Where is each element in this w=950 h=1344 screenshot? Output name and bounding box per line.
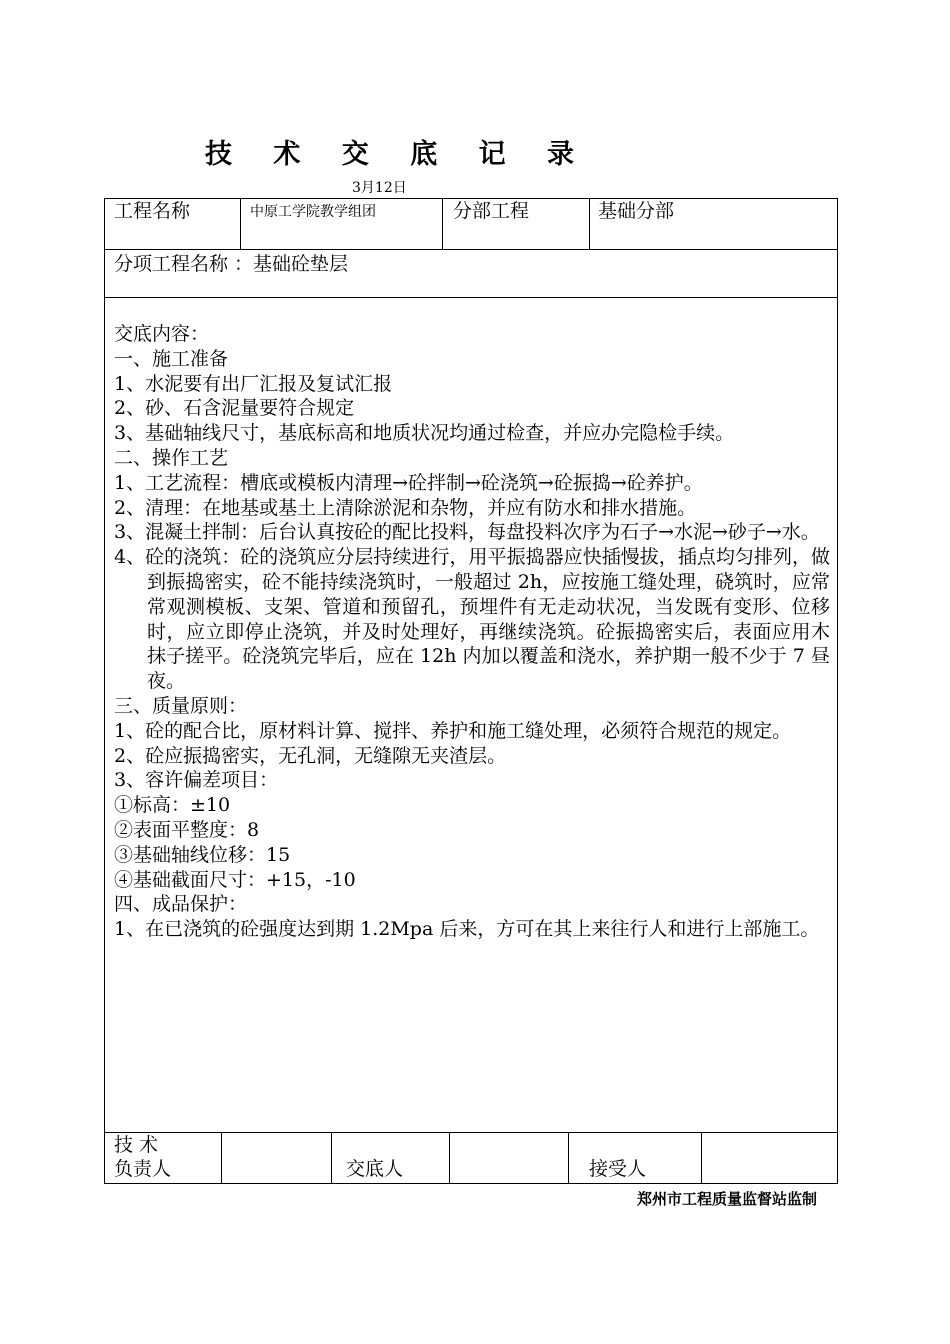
content-item: 4、砼的浇筑：砼的浇筑应分层持续进行，用平振捣器应快插慢拔，插点均匀排列，做到振捣密实，砼不能持续浇筑时，一般超过 2h，应按施工缝处理，硗筑时，应常常观测模板、支架、管道和预留孔，预埋件有无走动状况，当发既有变形、位移时，应立即停止浇筑，并及时处理好，再继续浇筑。砼振捣密实后，表面应用木抹子搓平。砼浇筑完毕后，应在 12h 内加以覆盖和浇水，养护期一般不少于 7 昼夜。 xyxy=(114,546,830,693)
row-divider xyxy=(104,297,838,298)
row-divider xyxy=(104,1132,838,1133)
section-heading: 二、操作工艺 xyxy=(114,446,229,469)
project-name-label: 工程名称 xyxy=(114,200,191,222)
row-divider xyxy=(104,249,838,250)
content-item: 3、混凝土拌制：后台认真按砼的配比投料，每盘投料次序为石子→水泥→砂子→水。 xyxy=(114,521,820,544)
content-item: 2、砂、石含泥量要符合规定 xyxy=(114,397,355,420)
content-item: 1、在已浇筑的砼强度达到期 1.2Mpa 后来，方可在其上来往行人和进行上部施工。 xyxy=(114,918,820,941)
column-divider xyxy=(240,198,241,249)
presenter-label: 交底人 xyxy=(346,1158,404,1180)
subitem-name: 分项工程名称 ：基础砼垫层 xyxy=(114,253,349,275)
division-label: 分部工程 xyxy=(453,200,530,222)
column-divider xyxy=(701,1132,702,1184)
project-name-value: 中原工学院教学组团 xyxy=(250,204,376,220)
section-heading: 四、成品保护： xyxy=(114,893,248,916)
document-title: 技 术 交 底 记 录 xyxy=(205,139,590,170)
column-divider xyxy=(449,1132,450,1184)
section-heading: 一、施工准备 xyxy=(114,347,229,370)
column-divider xyxy=(568,1132,569,1184)
disclosure-content xyxy=(114,322,830,942)
column-divider xyxy=(442,198,443,249)
content-item: ④基础截面尺寸：+15，-10 xyxy=(114,868,356,891)
content-item: 3、基础轴线尺寸，基底标高和地质状况均通过检查，并应办完隐检手续。 xyxy=(114,422,735,445)
date-label: 3月12日 xyxy=(352,180,407,196)
content-item: ②表面平整度：8 xyxy=(114,818,260,841)
content-item: 2、清理：在地基或基土上清除淤泥和杂物，并应有防水和排水措施。 xyxy=(114,496,697,519)
content-item: ①标高：±10 xyxy=(114,794,231,817)
section-heading: 三、质量原则： xyxy=(114,694,248,717)
receiver-label: 接受人 xyxy=(589,1158,647,1180)
issuer-footer: 郑州市工程质量监督站监制 xyxy=(637,1190,818,1208)
content-item: 1、水泥要有出厂汇报及复试汇报 xyxy=(114,372,393,395)
column-divider xyxy=(331,1132,332,1184)
column-divider xyxy=(589,198,590,249)
content-item: ③基础轴线位移：15 xyxy=(114,843,291,866)
content-item: 2、砼应振捣密实，无孔洞，无缝隙无夹渣层。 xyxy=(114,744,507,767)
division-value: 基础分部 xyxy=(598,200,675,222)
content-item: 1、工艺流程：槽底或模板内清理→砼拌制→砼浇筑→砼振捣→砼养护。 xyxy=(114,471,703,494)
tech-lead-label-line2: 负责人 xyxy=(114,1158,172,1180)
content-item: 3、容许偏差项目： xyxy=(114,769,279,792)
content-item: 1、砼的配合比，原材料计算、搅拌、养护和施工缝处理，必须符合规范的规定。 xyxy=(114,719,792,742)
tech-lead-label-line1: 技 术 xyxy=(114,1134,159,1156)
content-heading: 交底内容： xyxy=(114,323,210,345)
column-divider xyxy=(221,1132,222,1184)
